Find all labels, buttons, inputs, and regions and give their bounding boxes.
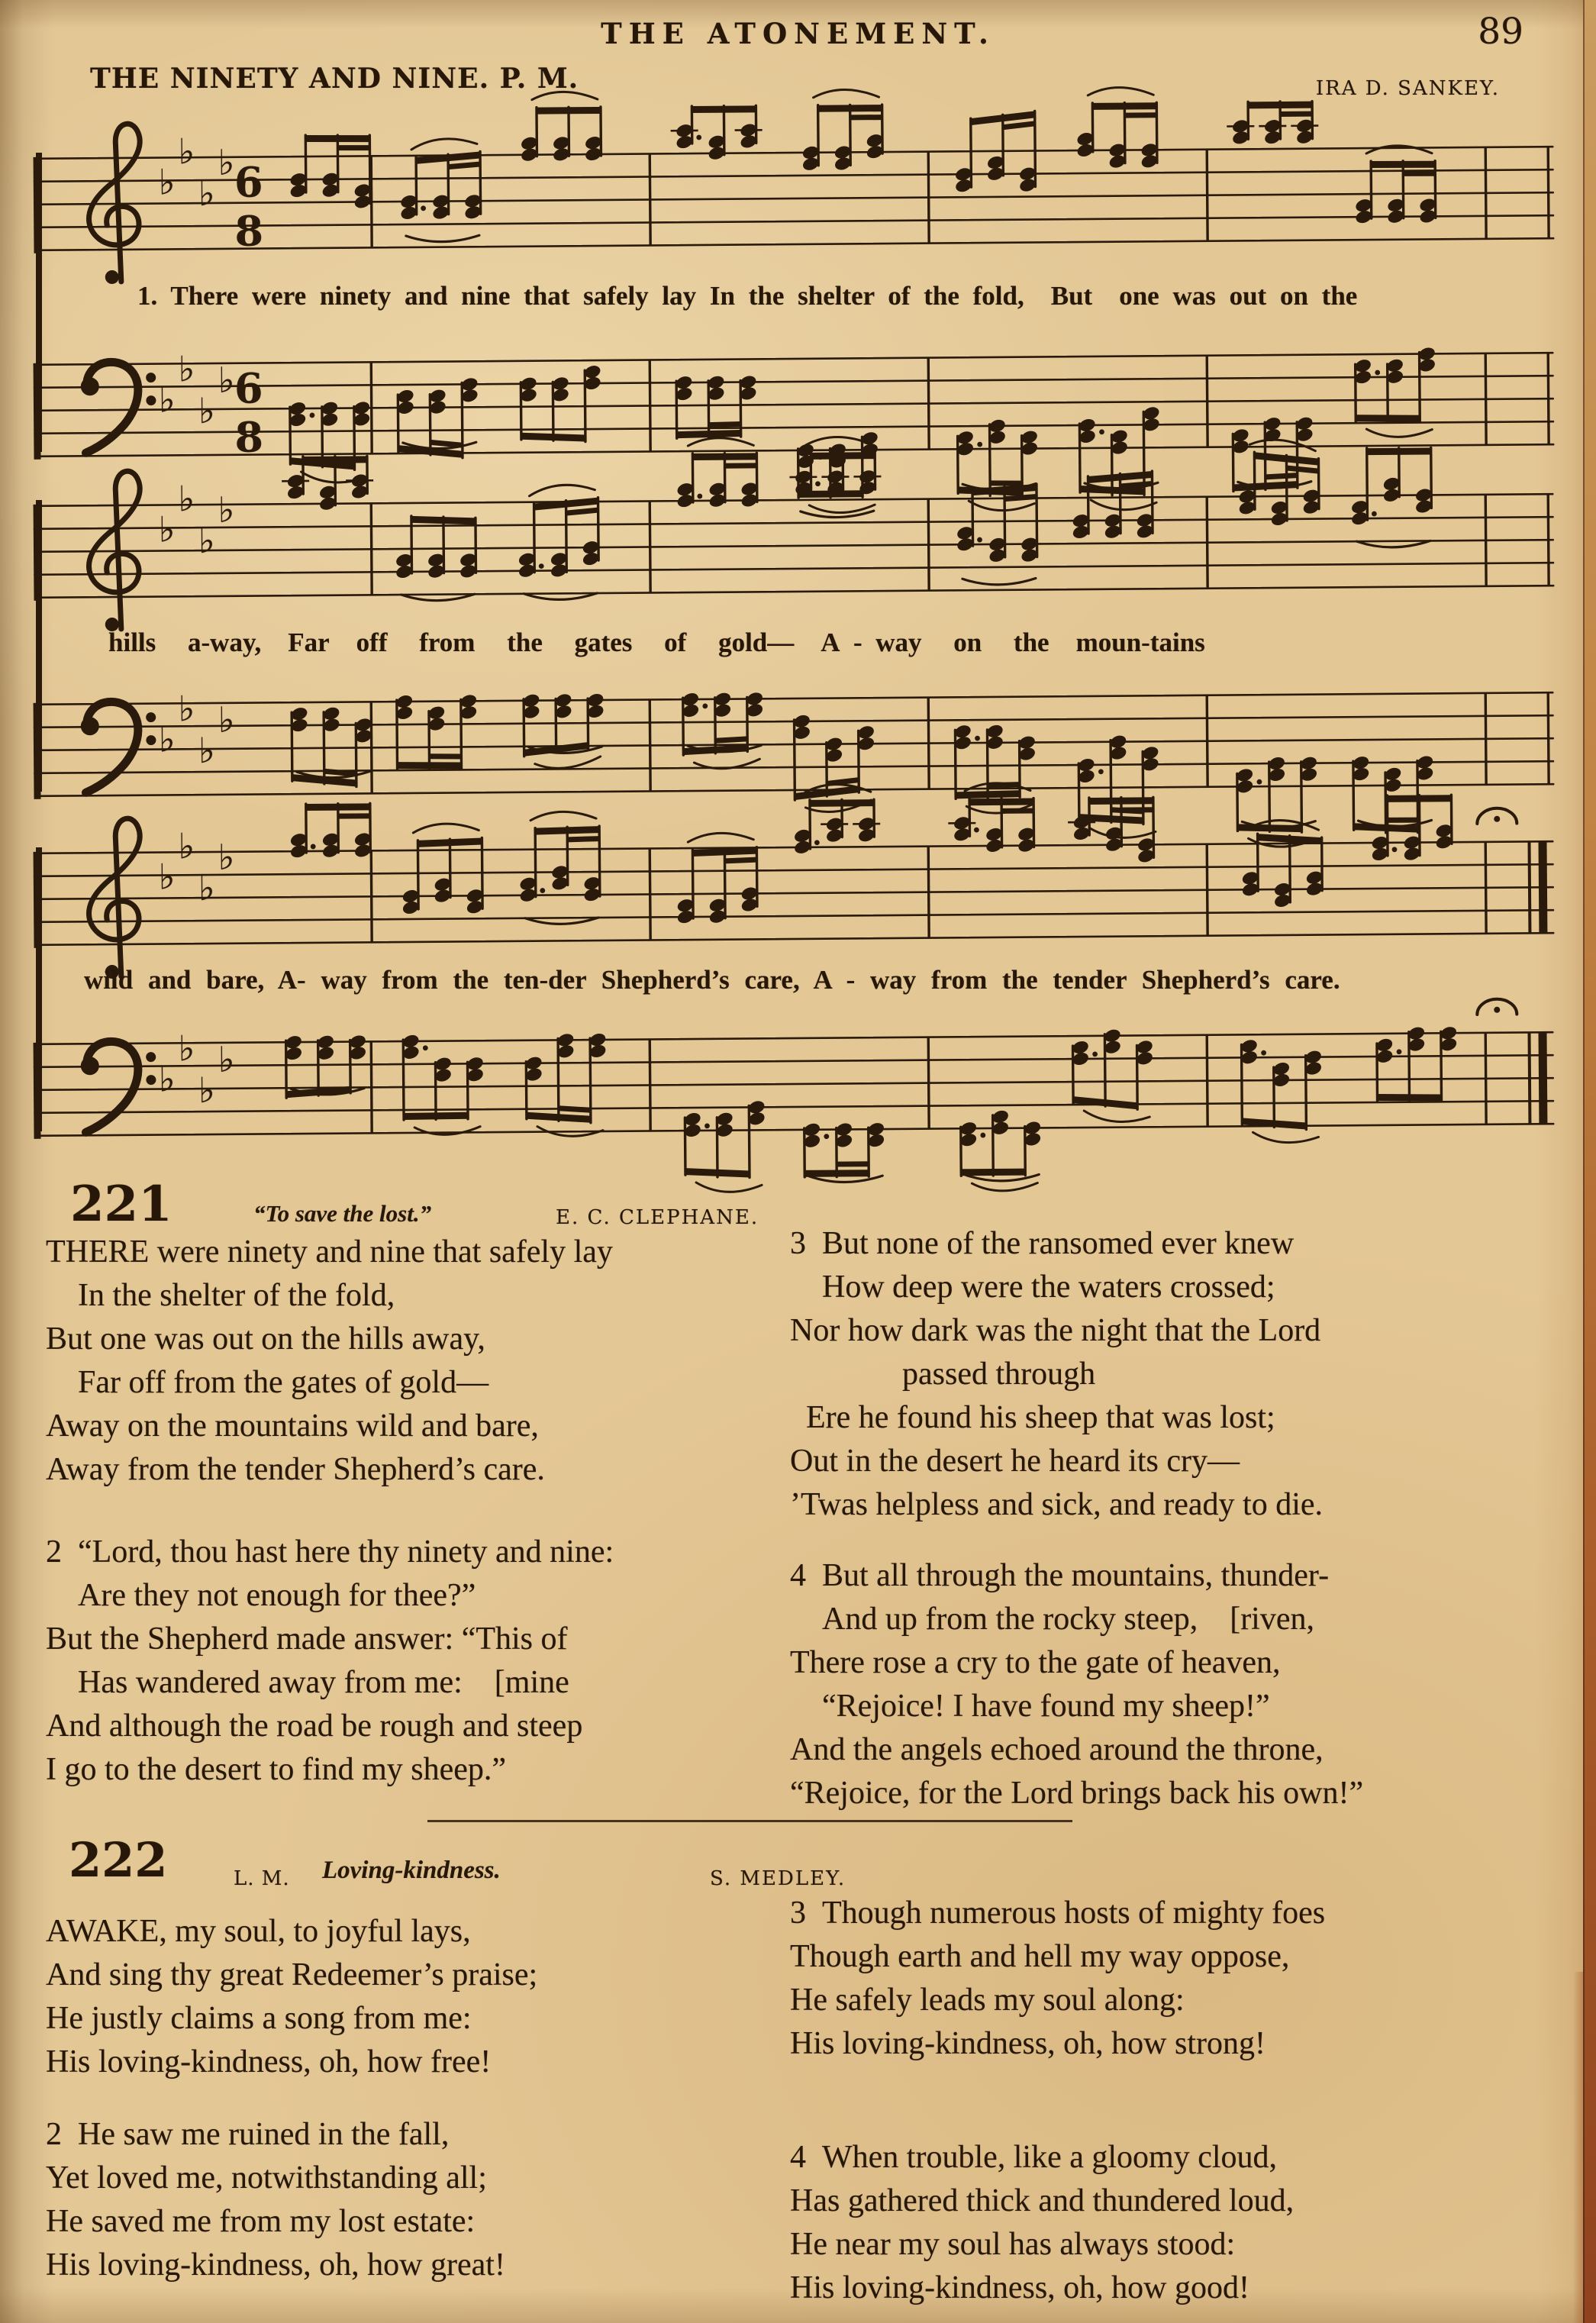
hymn-221-author: E. C. CLEPHANE.	[556, 1206, 759, 1229]
music-lyric-line-2: hills a-way, Far off from the gates of gold— A - way on the moun-tains	[108, 628, 1205, 657]
verse-line: Out in the desert he heard its cry—	[790, 1444, 1240, 1479]
system-barline-1	[36, 153, 42, 452]
verse-line: 3 But none of the ransomed ever knew	[790, 1226, 1295, 1261]
svg-text:♭: ♭	[198, 519, 215, 562]
verse-line: And up from the rocky steep, [riven,	[790, 1602, 1314, 1637]
verse-line: But one was out on the hills away,	[46, 1321, 485, 1357]
verse-line: Are they not enough for thee?”	[46, 1578, 476, 1613]
verse-line: AWAKE, my soul, to joyful lays,	[46, 1914, 471, 1949]
bass-staff-3	[23, 985, 1565, 1183]
verse-line: He safely leads my soul along:	[790, 1983, 1185, 2018]
hymn-222-author: S. MEDLEY.	[710, 1867, 846, 1890]
treble-staff-2	[23, 447, 1565, 645]
section-divider	[427, 1820, 1072, 1822]
svg-text:♭: ♭	[218, 359, 235, 401]
system-barline-3	[36, 847, 42, 1131]
verse-line: And the angels echoed around the throne,	[790, 1732, 1324, 1767]
verse-line: And sing thy great Redeemer’s praise;	[46, 1957, 538, 1992]
svg-text:♭: ♭	[218, 699, 235, 740]
svg-text:♭: ♭	[198, 389, 215, 432]
verse-line: Though earth and hell my way oppose,	[790, 1939, 1290, 1974]
verse-line: 2 He saw me ruined in the fall,	[46, 2117, 450, 2152]
verse-line: Nor how dark was the night that the Lord	[790, 1313, 1321, 1348]
verse-line: But the Shepherd made answer: “This of	[46, 1621, 568, 1657]
composer-credit: IRA D. SANKEY.	[1315, 77, 1500, 100]
svg-text:♭: ♭	[178, 348, 195, 390]
hymn-number-222: 222	[69, 1832, 168, 1888]
verse-line: And although the road be rough and steep	[46, 1708, 583, 1744]
verse	[790, 1892, 1565, 2066]
svg-text:♭: ♭	[218, 836, 235, 878]
svg-text:8: 8	[234, 206, 264, 256]
svg-text:♭: ♭	[158, 1058, 176, 1100]
verse-line: He saved me from my lost estate:	[46, 2204, 476, 2239]
verse-line: passed through	[790, 1357, 1096, 1392]
hymn-221-motto: “To save the lost.”	[253, 1200, 432, 1227]
svg-text:6: 6	[234, 157, 263, 207]
verse-line: 4 But all through the mountains, thunder-	[790, 1558, 1330, 1593]
verse	[46, 1531, 779, 1792]
svg-text:♭: ♭	[178, 825, 195, 867]
verse-line: 4 When trouble, like a gloomy cloud,	[790, 2140, 1278, 2175]
verse-line: His loving-kindness, oh, how good!	[790, 2270, 1249, 2305]
verse-line: He justly claims a song from me:	[46, 2001, 472, 2036]
music-lyric-line-1: 1. There were ninety and nine that safely lay In the shelter of the fold, But one was out on the	[137, 281, 1358, 311]
page-number: 89	[1478, 11, 1523, 53]
verse	[46, 1910, 779, 2084]
verse-line: His loving-kindness, oh, how great!	[46, 2247, 505, 2283]
running-head: THE ATONEMENT.	[601, 17, 995, 50]
page-edge-right	[1583, 0, 1596, 2323]
verse-line: Far off from the gates of gold—	[46, 1365, 489, 1400]
svg-text:♭: ♭	[198, 172, 215, 215]
verse	[790, 1222, 1565, 1527]
hymn-222-right-column	[790, 1892, 1565, 2323]
verse	[790, 1554, 1565, 1815]
verse-line: His loving-kindness, oh, how strong!	[790, 2026, 1266, 2061]
song-title: THE NINETY AND NINE. P. M.	[90, 63, 579, 95]
verse-line: 3 Though numerous hosts of mighty foes	[790, 1896, 1326, 1931]
verse-line: 2 “Lord, thou hast here thy ninety and nine:	[46, 1534, 614, 1570]
svg-text:♭: ♭	[158, 508, 176, 550]
verse	[46, 1231, 779, 1492]
verse	[790, 2136, 1565, 2310]
svg-text:♭: ♭	[218, 141, 235, 183]
svg-text:♭: ♭	[158, 718, 176, 760]
svg-text:♭: ♭	[218, 489, 235, 531]
svg-text:8: 8	[234, 412, 264, 462]
verse-line: Yet loved me, notwithstanding all;	[46, 2160, 487, 2196]
verse-line: Has wandered away from me: [mine	[46, 1665, 569, 1700]
hymn-221-right-column	[790, 1222, 1565, 1843]
system-barline-2	[36, 500, 42, 792]
verse-line: I go to the desert to find my sheep.”	[46, 1752, 507, 1787]
svg-text:♭: ♭	[158, 161, 176, 203]
verse-line: He near my soul has always stood:	[790, 2227, 1236, 2262]
verse-line: Away from the tender Shepherd’s care.	[46, 1452, 545, 1487]
verse-line: There rose a cry to the gate of heaven,	[790, 1645, 1281, 1680]
music-lyric-line-3: wild and bare, A- way from the ten-der Shepherd’s care, A - way from the tender Shepherd’s care.	[84, 965, 1340, 995]
svg-text:♭: ♭	[178, 1028, 195, 1070]
svg-text:♭: ♭	[178, 478, 195, 520]
svg-text:♭: ♭	[198, 866, 215, 909]
verse-line: In the shelter of the fold,	[46, 1278, 395, 1313]
verse-line: Has gathered thick and thundered loud,	[790, 2183, 1295, 2218]
hymn-222-title: Loving-kindness.	[322, 1857, 501, 1884]
verse-line: “Rejoice, for the Lord brings back his own!”	[790, 1776, 1364, 1811]
treble-staff-3	[23, 794, 1565, 992]
verse-line: How deep were the waters crossed;	[790, 1270, 1275, 1305]
svg-text:♭: ♭	[198, 729, 215, 772]
verse-line: Away on the mountains wild and bare,	[46, 1408, 539, 1444]
svg-text:♭: ♭	[218, 1038, 235, 1080]
svg-text:♭: ♭	[158, 379, 176, 421]
svg-text:6: 6	[234, 363, 263, 413]
verse-line: THERE were ninety and nine that safely lay	[46, 1234, 613, 1270]
hymn-221-left-column	[46, 1231, 779, 1831]
verse-line: “Rejoice! I have found my sheep!”	[790, 1689, 1270, 1724]
hymn-number-221: 221	[70, 1176, 172, 1233]
svg-text:♭: ♭	[178, 131, 195, 173]
hymn-222-meter: L. M.	[234, 1867, 290, 1890]
verse-line: His loving-kindness, oh, how free!	[46, 2044, 492, 2079]
svg-text:♭: ♭	[198, 1069, 215, 1111]
svg-text:♭: ♭	[158, 856, 176, 898]
svg-text:♭: ♭	[178, 688, 195, 730]
verse-line: ’Twas helpless and sick, and ready to die.	[790, 1487, 1324, 1522]
treble-staff-1	[23, 99, 1565, 298]
verse	[46, 2113, 779, 2287]
verse-line: Ere he found his sheep that was lost;	[790, 1400, 1275, 1435]
hymn-222-left-column	[46, 1910, 779, 2316]
